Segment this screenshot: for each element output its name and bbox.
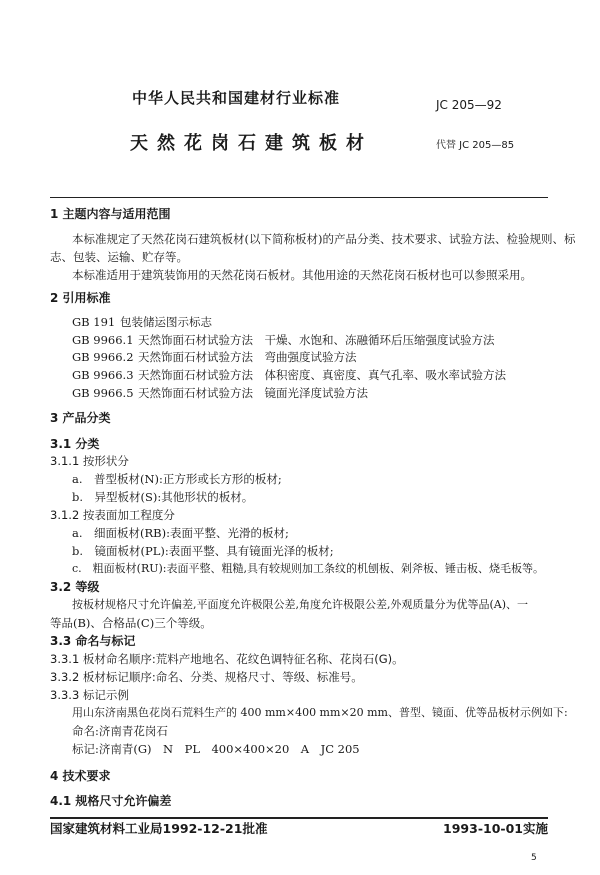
section-4-heading: 4 技术要求 bbox=[50, 769, 111, 783]
approval-note: 国家建筑材料工业局1992-12-21批准 bbox=[50, 821, 268, 836]
reference-item bbox=[72, 368, 506, 382]
document-title: 天然花岗石建筑板材 bbox=[130, 133, 373, 154]
subsection-heading: 3.3 命名与标记 bbox=[50, 634, 136, 648]
subsection-heading: 3.1.1 按形状分 bbox=[50, 454, 129, 468]
paragraph: 命名:济南青花岗石 bbox=[72, 724, 168, 738]
list-item: b. 镜面板材(PL):表面平整、具有镜面光泽的板材; bbox=[72, 544, 334, 558]
reference-item bbox=[72, 333, 495, 347]
paragraph: 本标准规定了天然花岗石建筑板材(以下简称板材)的产品分类、技术要求、试验方法、检验规则、标 bbox=[72, 232, 576, 246]
section-2-heading: 2 引用标准 bbox=[50, 291, 111, 305]
reference-title: 天然饰面石材试验方法 干燥、水饱和、冻融循环后压缩强度试验方法 bbox=[138, 333, 495, 347]
paragraph: 等品(B)、合格品(C)三个等级。 bbox=[50, 616, 212, 630]
paragraph: 本标准适用于建筑装饰用的天然花岗石板材。其他用途的天然花岗石板材也可以参照采用。 bbox=[72, 268, 532, 282]
reference-title: 天然饰面石材试验方法 体积密度、真密度、真气孔率、吸水率试验方法 bbox=[138, 368, 506, 382]
paragraph: 志、包装、运输、贮存等。 bbox=[50, 250, 188, 264]
list-item: a. 普型板材(N):正方形或长方形的板材; bbox=[72, 472, 282, 486]
section-3-heading: 3 产品分类 bbox=[50, 411, 111, 425]
reference-code: GB 9966.5 bbox=[72, 386, 134, 400]
footer-divider bbox=[50, 817, 548, 819]
reference-item bbox=[72, 350, 357, 364]
replaces-standard: 代替 JC 205—85 bbox=[436, 140, 515, 151]
subsection-heading: 3.1.2 按表面加工程度分 bbox=[50, 508, 175, 522]
reference-code: GB 9966.3 bbox=[72, 368, 134, 382]
reference-item bbox=[72, 386, 368, 400]
reference-title: 天然饰面石材试验方法 镜面光泽度试验方法 bbox=[138, 386, 368, 400]
reference-code: GB 9966.2 bbox=[72, 350, 134, 364]
reference-item bbox=[72, 315, 212, 329]
reference-code: GB 191 bbox=[72, 315, 116, 329]
header-divider bbox=[50, 197, 548, 198]
list-item: b. 异型板材(S):其他形状的板材。 bbox=[72, 490, 254, 504]
paragraph: 按板材规格尺寸允许偏差,平面度允许极限公差,角度允许极限公差,外观质量分为优等品(A)、一 bbox=[72, 598, 529, 611]
subsection-heading: 3.2 等级 bbox=[50, 580, 100, 594]
org-title: 中华人民共和国建材行业标准 bbox=[132, 89, 341, 107]
subsection-heading: 3.3.3 标记示例 bbox=[50, 688, 129, 702]
reference-title: 天然饰面石材试验方法 弯曲强度试验方法 bbox=[138, 350, 357, 364]
section-1-heading: 1 主题内容与适用范围 bbox=[50, 207, 171, 221]
reference-title: 包装储运图示标志 bbox=[120, 315, 212, 329]
list-item: a. 细面板材(RB):表面平整、光滑的板材; bbox=[72, 526, 289, 540]
standard-number: JC 205—92 bbox=[436, 98, 502, 112]
reference-code: GB 9966.1 bbox=[72, 333, 134, 347]
subsection-text: 3.3.1 板材命名顺序:荒料产地地名、花纹色调特征名称、花岗石(G)。 bbox=[50, 652, 404, 666]
subsection-text: 3.3.2 板材标记顺序:命名、分类、规格尺寸、等级、标准号。 bbox=[50, 670, 363, 684]
page-number: 5 bbox=[531, 853, 537, 863]
subsection-heading: 4.1 规格尺寸允许偏差 bbox=[50, 794, 172, 808]
paragraph: 用山东济南黑色花岗石荒料生产的 400 mm×400 mm×20 mm、普型、镜面、优等品板材示例如下: bbox=[72, 706, 568, 719]
subsection-heading: 3.1 分类 bbox=[50, 437, 100, 451]
effective-date: 1993-10-01实施 bbox=[443, 821, 548, 836]
paragraph: 标记:济南青(G) N PL 400×400×20 A JC 205 bbox=[72, 742, 360, 756]
list-item: c. 粗面板材(RU):表面平整、粗糙,具有较规则加工条纹的机刨板、剁斧板、锤击板、烧毛板等。 bbox=[72, 562, 544, 575]
